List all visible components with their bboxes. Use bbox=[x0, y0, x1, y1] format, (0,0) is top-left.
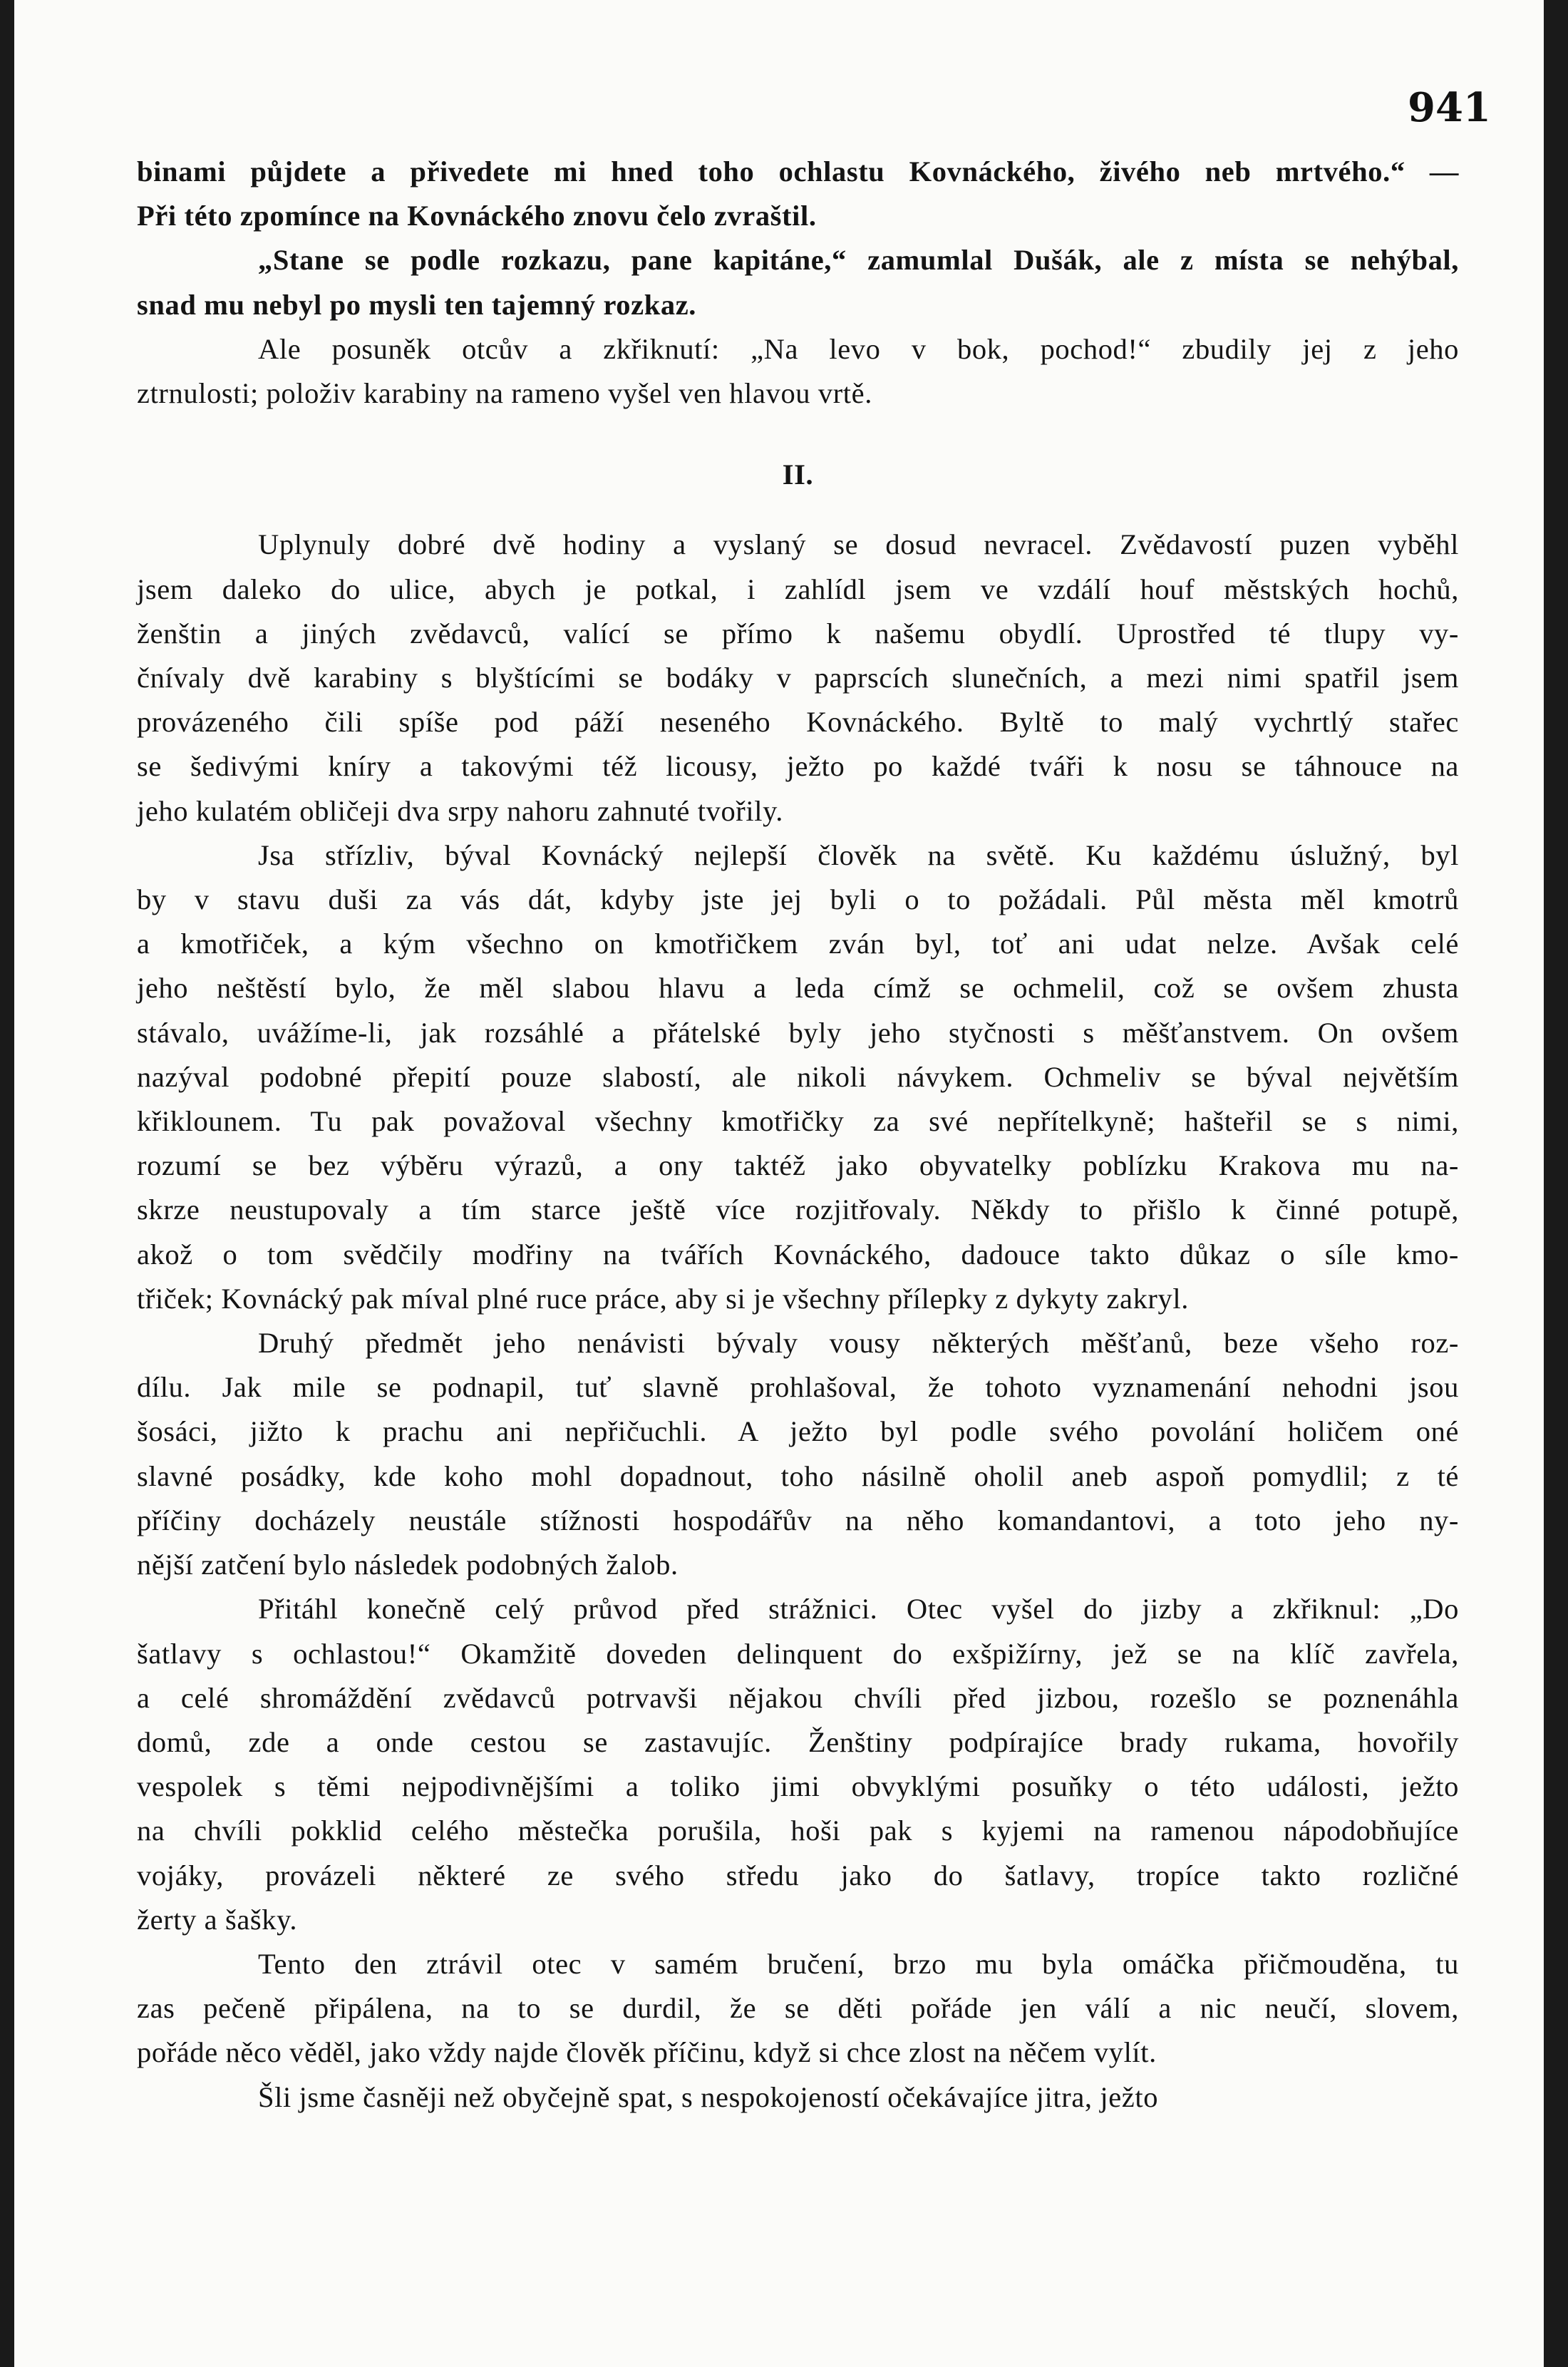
text-line: třiček; Kovnácký pak míval plné ruce práce, aby si je všechny přílepky z dykyty zakryl. bbox=[137, 1282, 1189, 1315]
text-line: šatlavy s ochlastou!“ Okamžitě doveden delinquent do exšpižírny, jež se na klíč zavřela, bbox=[137, 1637, 1459, 1670]
text-line: zas pečeně připálena, na to se durdil, že se děti pořáde jen válí a nic neučí, slovem, bbox=[137, 1992, 1459, 2025]
section-heading-text: II. bbox=[782, 458, 814, 491]
paragraph bbox=[137, 1587, 1459, 1942]
text-line: rozumí se bez výběru výrazů, a ony taktéž jako obyvatelky poblízku Krakova mu na- bbox=[137, 1149, 1459, 1182]
text-line: nazýval podobné přepití pouze slabostí, ale nikoli návykem. Ochmeliv se býval největším bbox=[137, 1060, 1459, 1093]
page-body bbox=[137, 150, 1459, 2120]
text-line: akož o tom svědčily modřiny na tvářích Kovnáckého, dadouce takto důkaz o síle kmo- bbox=[137, 1238, 1459, 1270]
book-page bbox=[14, 0, 1544, 2367]
text-line: šosáci, jižto k prachu ani nepřičuchli. A ježto byl podle svého povolání holičem oné bbox=[137, 1415, 1459, 1448]
paragraph bbox=[137, 150, 1459, 238]
paragraph bbox=[137, 523, 1459, 833]
text-line: Druhý předmět jeho nenávisti bývaly vousy některých měšťanů, beze všeho roz- bbox=[258, 1327, 1459, 1360]
text-line: se šedivými kníry a takovými též licousy, ježto po každé tváři k nosu se táhnouce na bbox=[137, 750, 1459, 783]
text-line: na chvíli pokklid celého městečka porušila, hoši pak s kyjemi na ramenou nápodobňujíce bbox=[137, 1814, 1459, 1847]
text-line: by v stavu duši za vás dát, kdyby jste jej byli o to požádali. Půl města měl kmotrů bbox=[137, 883, 1459, 916]
paragraph bbox=[137, 238, 1459, 327]
text-line: stávalo, uvážíme-li, jak rozsáhlé a přátelské byly jeho styčnosti s měšťanstvem. On ovšem bbox=[137, 1016, 1459, 1049]
text-line: pořáde něco věděl, jako vždy najde člověk příčinu, když si chce zlost na něčem vylít. bbox=[137, 2036, 1157, 2069]
paragraph bbox=[137, 327, 1459, 416]
paragraph bbox=[137, 1321, 1459, 1587]
text-line: jeho neštěstí bylo, že měl slabou hlavu a leda címž se ochmelil, což se ovšem zhusta bbox=[137, 972, 1459, 1005]
text-line: Při této zpomínce na Kovnáckého znovu čelo zvraštil. bbox=[137, 200, 817, 232]
text-line: Šli jsme časněji než obyčejně spat, s nespokojeností očekávajíce jitra, ježto bbox=[258, 2080, 1159, 2113]
text-line: snad mu nebyl po mysli ten tajemný rozkaz. bbox=[137, 288, 696, 321]
text-line: provázeného čili spíše pod páží neseného Kovnáckého. Byltě to malý vychrtlý stařec bbox=[137, 706, 1459, 739]
text-line: „Stane se podle rozkazu, pane kapitáne,“ zamumlal Dušák, ale z místa se nehýbal, bbox=[258, 244, 1459, 277]
text-line: čnívaly dvě karabiny s blyštícími se bodáky v paprscích slunečních, a mezi nimi spatřil jsem bbox=[137, 662, 1459, 694]
paragraph bbox=[137, 833, 1459, 1321]
text-line: příčiny docházely neustále stížnosti hospodářův na něho komandantovi, a toto jeho ny- bbox=[137, 1504, 1459, 1536]
text-line: Přitáhl konečně celý průvod před strážnici. Otec vyšel do jizby a zkřiknul: „Do bbox=[258, 1593, 1459, 1626]
text-line: binami půjdete a přivedete mi hned toho ochlastu Kovnáckého, živého neb mrtvého.“ — bbox=[137, 155, 1459, 188]
text-line: jsem daleko do ulice, abych je potkal, i zahlídl jsem ve vzdálí houf městských hochů, bbox=[137, 573, 1459, 605]
scan-edge-left bbox=[0, 0, 14, 2367]
text-line: vespolek s těmi nejpodivnějšími a toliko jimi obvyklými posuňky o této události, ježto bbox=[137, 1770, 1459, 1803]
text-line: ztrnulosti; položiv karabiny na rameno vyšel ven hlavou vrtě. bbox=[137, 377, 872, 410]
text-line: skrze neustupovaly a tím starce ještě více rozjitřovaly. Někdy to přišlo k činné potupě, bbox=[137, 1193, 1459, 1226]
text-line: ženštin a jiných zvědavců, valící se přímo k našemu obydlí. Uprostřed té tlupy vy- bbox=[137, 617, 1459, 649]
text-line: žerty a šašky. bbox=[137, 1903, 298, 1936]
text-line: vojáky, provázeli některé ze svého středu jako do šatlavy, tropíce takto rozličné bbox=[137, 1859, 1459, 1891]
section-heading bbox=[137, 453, 1459, 497]
text-line: slavné posádky, kde koho mohl dopadnout, toho násilně oholil aneb aspoň pomydlil; z té bbox=[137, 1459, 1459, 1492]
text-line: Jsa střízliv, býval Kovnácký nejlepší člověk na světě. Ku každému úslužný, byl bbox=[258, 838, 1459, 871]
paragraph bbox=[137, 1942, 1459, 2075]
text-line: křiklounem. Tu pak považoval všechny kmotřičky za své nepřítelkyně; hašteřil se s nimi, bbox=[137, 1105, 1459, 1138]
text-line: nější zatčení bylo následek podobných žalob. bbox=[137, 1549, 679, 1581]
scan-edge-right bbox=[1544, 0, 1568, 2367]
text-line: domů, zde a onde cestou se zastavujíc. Ženštiny podpírajíce brady rukama, hovořily bbox=[137, 1725, 1459, 1758]
paragraph bbox=[137, 2075, 1459, 2120]
text-line: a kmotřiček, a kým všechno on kmotřičkem zván byl, toť ani udat nelze. Avšak celé bbox=[137, 928, 1459, 960]
text-line: Tento den ztrávil otec v samém bručení, brzo mu byla omáčka přičmouděna, tu bbox=[258, 1947, 1459, 1980]
text-line: dílu. Jak mile se podnapil, tuť slavně prohlašoval, že tohoto vyznamenání nehodni jsou bbox=[137, 1371, 1459, 1404]
text-line: Uplynuly dobré dvě hodiny a vyslaný se dosud nevracel. Zvědavostí puzen vyběhl bbox=[258, 528, 1459, 561]
text-line: a celé shromáždění zvědavců potrvavši nějakou chvíli před jizbou, rozešlo se poznenáhla bbox=[137, 1681, 1459, 1714]
text-line: jeho kulatém obličeji dva srpy nahoru zahnuté tvořily. bbox=[137, 794, 784, 827]
page-number: 941 bbox=[1408, 84, 1491, 131]
text-line: Ale posuněk otcův a zkřiknutí: „Na levo v bok, pochod!“ zbudily jej z jeho bbox=[258, 332, 1459, 365]
